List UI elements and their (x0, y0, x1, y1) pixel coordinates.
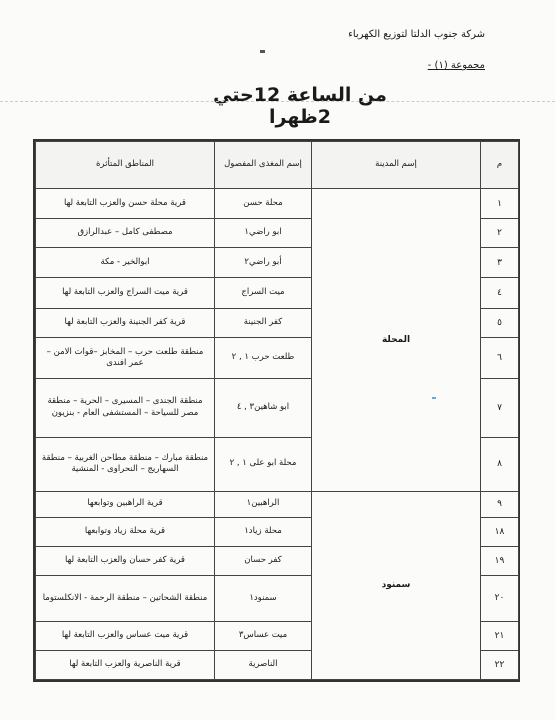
feeder-cell: كفر حسان (215, 546, 312, 575)
outage-table-frame (33, 139, 520, 682)
areas-cell: منطقة الشحاتين – منطقة الرحمة - الانكلستوما (36, 575, 215, 621)
feeder-cell: أبو راضي٢ (215, 248, 312, 278)
areas-cell: قرية الراهبين وتوابعها (36, 491, 215, 517)
areas-cell: قرية محلة زياد وتوابعها (36, 517, 215, 546)
areas-cell: قرية محلة حسن والعزب التابعة لها (36, 189, 215, 219)
city-cell: المحلة (312, 189, 481, 492)
areas-cell: ابوالخير - مكة (36, 248, 215, 278)
city-cell: سمنود (312, 491, 481, 679)
areas-cell: قرية ميت عساس والعزب التابعة لها (36, 621, 215, 650)
num-cell: ٤ (481, 278, 519, 308)
num-cell: ٢٢ (481, 650, 519, 679)
num-cell: ١٩ (481, 546, 519, 575)
num-cell: ٢ (481, 219, 519, 248)
table-header-row (36, 142, 519, 189)
areas-cell: قرية كفر الجنينة والعزب التابعة لها (36, 308, 215, 337)
areas-cell: منطقة مبارك – منطقة مطاحن الغربية – منطقة السهاريج – النحراوى - المنشية (36, 437, 215, 491)
table-row (36, 491, 519, 517)
areas-cell: مصطفى كامل – عبدالرازق (36, 219, 215, 248)
page-title: من الساعة 12حتي 2ظهرا (213, 84, 387, 128)
feeder-cell: كفر الجنينة (215, 308, 312, 337)
feeder-cell: الناصرية (215, 650, 312, 679)
feeder-cell: ميت عساس٣ (215, 621, 312, 650)
areas-cell: منطقة الجندى – المسيرى – الحرية – منطقة مصر للسياحة – المستشفى العام - بنزيون (36, 379, 215, 437)
feeder-cell: ميت السراج (215, 278, 312, 308)
outage-table (35, 141, 519, 680)
header-feeder: إسم المغذى المفصول (215, 142, 312, 189)
feeder-cell: الراهبين١ (215, 491, 312, 517)
num-cell: ٢٠ (481, 575, 519, 621)
feeder-cell: طلعت حرب ١ , ٢ (215, 337, 312, 379)
header-areas: المناطق المتأثرة (36, 142, 215, 189)
feeder-cell: محلة حسن (215, 189, 312, 219)
header-divider (0, 101, 555, 102)
num-cell: ٦ (481, 337, 519, 379)
num-cell: ٥ (481, 308, 519, 337)
num-cell: ١٨ (481, 517, 519, 546)
feeder-cell: محلة ابو على ١ , ٢ (215, 437, 312, 491)
areas-cell: قرية ميت السراج والعزب التابعة لها (36, 278, 215, 308)
areas-cell: قرية كفر حسان والعزب التابعة لها (36, 546, 215, 575)
num-cell: ٨ (481, 437, 519, 491)
areas-cell: قرية الناصرية والعزب التابعة لها (36, 650, 215, 679)
num-cell: ٢١ (481, 621, 519, 650)
feeder-cell: سمنود١ (215, 575, 312, 621)
num-cell: ٧ (481, 379, 519, 437)
scan-mark (260, 50, 265, 53)
header-num: م (481, 142, 519, 189)
feeder-cell: محلة زياد١ (215, 517, 312, 546)
table-row (36, 189, 519, 219)
feeder-cell: ابو شاهين٣ , ٤ (215, 379, 312, 437)
feeder-cell: ابو راضي١ (215, 219, 312, 248)
num-cell: ٣ (481, 248, 519, 278)
header-city: إسم المدينة (312, 142, 481, 189)
areas-cell: منطقة طلعت حرب – المخابز –قوات الامن – عمر افندى (36, 337, 215, 379)
num-cell: ٩ (481, 491, 519, 517)
num-cell: ١ (481, 189, 519, 219)
group-label: مجموعة (١) - (427, 60, 485, 71)
company-name: شركة جنوب الدلتا لتوزيع الكهرباء (348, 29, 485, 40)
